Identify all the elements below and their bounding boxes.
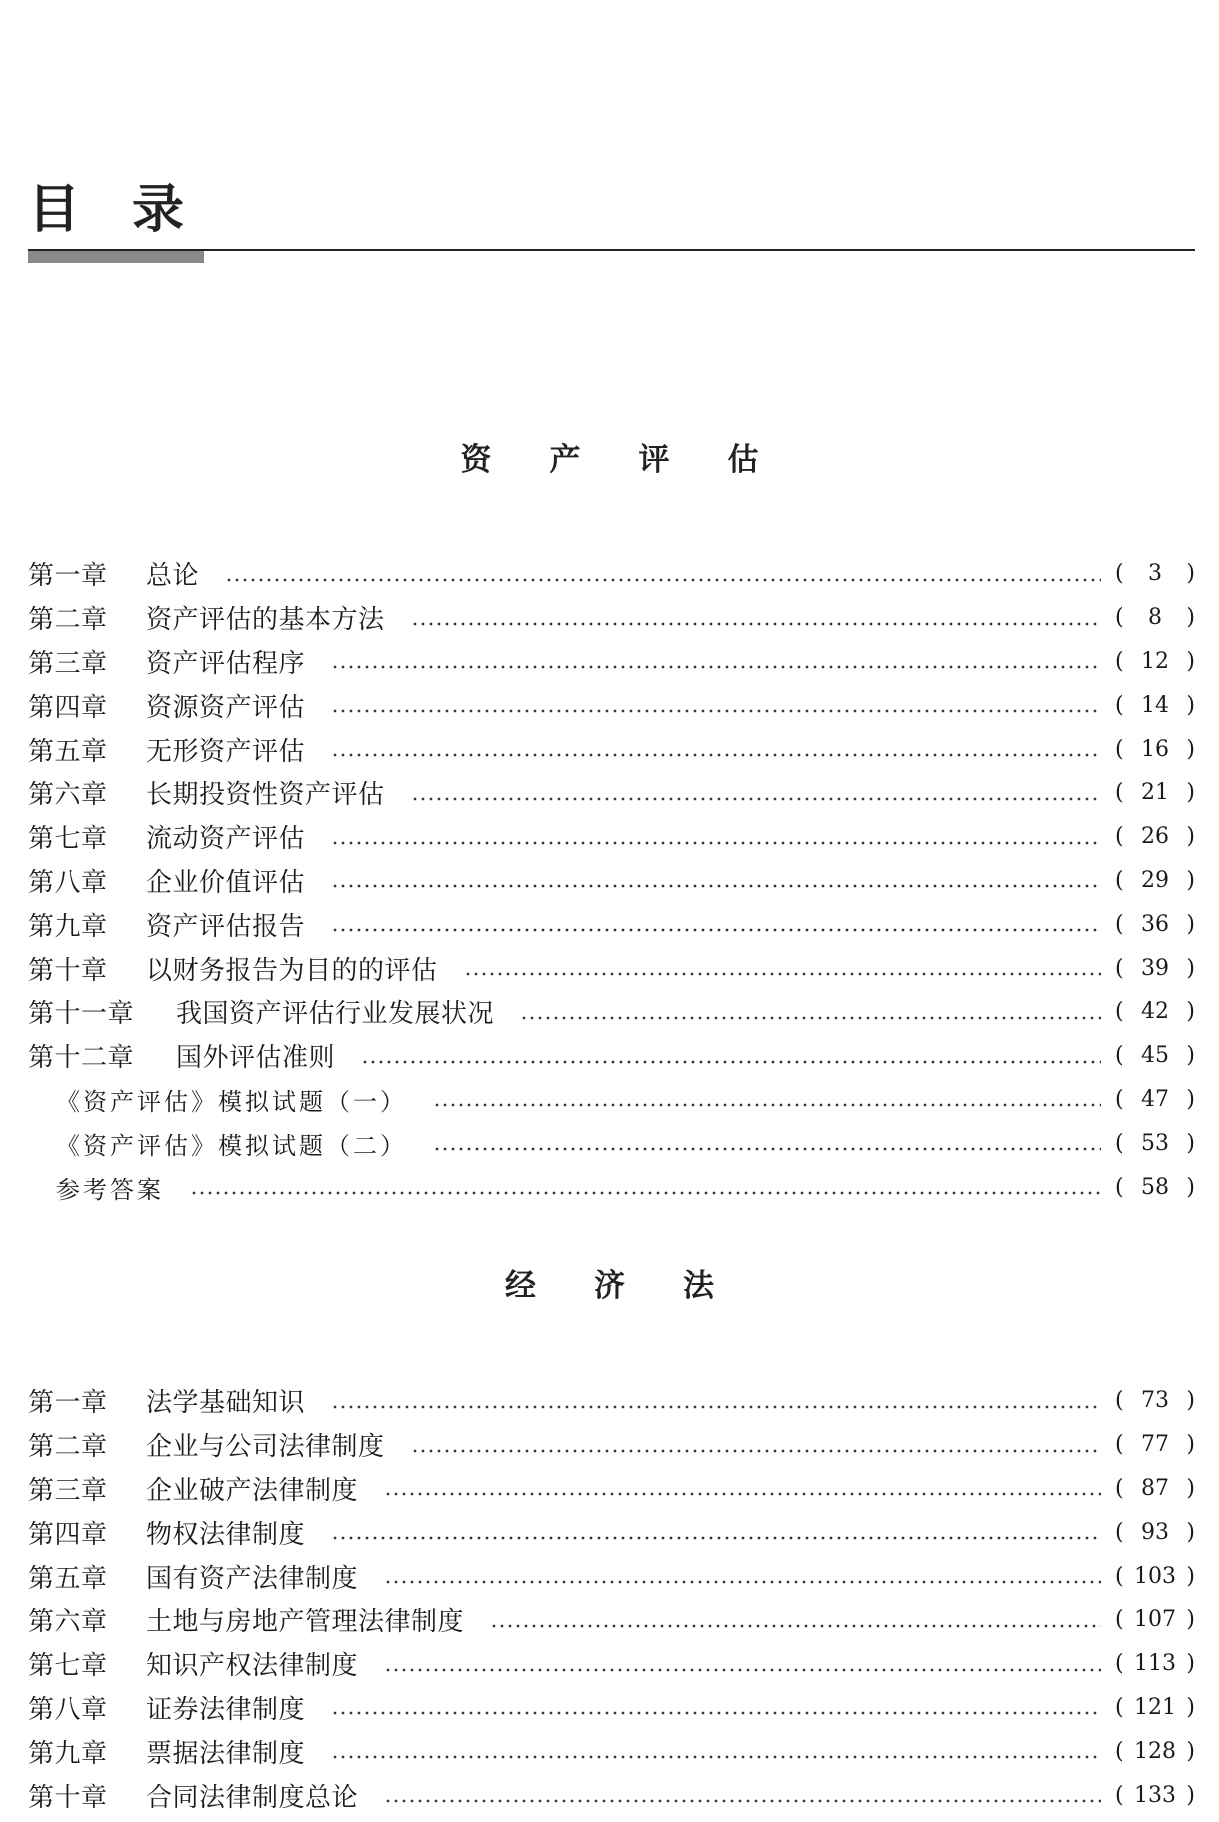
dot-leader — [331, 1519, 1101, 1545]
chapter-title: 国有资产法律制度 — [146, 1563, 359, 1594]
page-number: ( 77 ) — [1115, 1432, 1195, 1458]
chapter-title: 企业与公司法律制度 — [146, 1432, 385, 1463]
toc-entry[interactable] — [28, 552, 1195, 596]
entry-title: 参考答案 — [56, 1175, 164, 1204]
page-number: ( 58 ) — [1115, 1174, 1195, 1200]
chapter-number: 第四章 — [28, 692, 108, 723]
chapter-number: 第七章 — [28, 1651, 108, 1682]
dot-leader — [411, 780, 1101, 806]
chapter-title: 证券法律制度 — [146, 1694, 306, 1725]
chapter-number: 第六章 — [28, 780, 108, 811]
page-number: ( 47 ) — [1115, 1086, 1195, 1112]
chapter-title: 票据法律制度 — [146, 1738, 306, 1769]
chapter-title: 物权法律制度 — [146, 1519, 306, 1550]
chapter-title: 资产评估的基本方法 — [146, 605, 385, 636]
dot-leader — [331, 911, 1101, 937]
toc-entry[interactable] — [28, 727, 1195, 771]
dot-leader — [520, 999, 1101, 1025]
dot-leader — [384, 1563, 1101, 1589]
dot-leader — [384, 1651, 1101, 1677]
page-number: ( 39 ) — [1115, 955, 1195, 981]
dot-leader — [331, 1694, 1101, 1720]
chapter-title: 土地与房地产管理法律制度 — [146, 1607, 465, 1638]
page-number: ( 93 ) — [1115, 1519, 1195, 1545]
title-accent-bar — [28, 251, 204, 263]
dot-leader — [331, 736, 1101, 762]
toc-entry[interactable] — [28, 771, 1195, 815]
chapter-title: 资产评估程序 — [146, 648, 306, 679]
chapter-number: 第六章 — [28, 1607, 108, 1638]
chapter-number: 第八章 — [28, 1694, 108, 1725]
toc-entry[interactable] — [28, 596, 1195, 640]
toc-entry[interactable] — [28, 902, 1195, 946]
page-number: ( 103 ) — [1115, 1563, 1195, 1589]
page-number: ( 16 ) — [1115, 736, 1195, 762]
section-heading-text: 资产评估 — [460, 442, 817, 478]
chapter-number: 第五章 — [28, 736, 108, 767]
toc-entry[interactable] — [28, 946, 1195, 990]
page-number: ( 133 ) — [1115, 1782, 1195, 1808]
toc-entry[interactable] — [28, 1554, 1195, 1598]
section-heading-text: 经济法 — [505, 1268, 772, 1304]
chapter-number: 第八章 — [28, 867, 108, 898]
page-number: ( 45 ) — [1115, 1043, 1195, 1069]
chapter-number: 第三章 — [28, 648, 108, 679]
toc-entry[interactable] — [28, 683, 1195, 727]
chapter-title: 我国资产评估行业发展状况 — [176, 999, 495, 1030]
dot-leader — [433, 1086, 1101, 1112]
entry-title: 《资产评估》模拟试题（二） — [56, 1131, 407, 1160]
chapter-title: 合同法律制度总论 — [146, 1782, 359, 1813]
toc-entry-exam[interactable] — [28, 1078, 1195, 1122]
dot-leader — [464, 955, 1101, 981]
toc-entry[interactable] — [28, 815, 1195, 859]
toc-entry[interactable] — [28, 1598, 1195, 1642]
page-title: 目录 — [28, 180, 237, 240]
dot-leader — [331, 1388, 1101, 1414]
page-number: ( 128 ) — [1115, 1738, 1195, 1764]
toc-list-law — [28, 1379, 1195, 1817]
dot-leader — [411, 605, 1101, 631]
dot-leader — [331, 692, 1101, 718]
chapter-title: 资产评估报告 — [146, 911, 306, 942]
page-number: ( 36 ) — [1115, 911, 1195, 937]
dot-leader — [331, 824, 1101, 850]
section-heading-law — [0, 1266, 1219, 1306]
toc-entry[interactable] — [28, 990, 1195, 1034]
section-heading-assets — [0, 440, 1219, 480]
chapter-number: 第二章 — [28, 605, 108, 636]
page-number: ( 8 ) — [1115, 605, 1195, 631]
chapter-number: 第五章 — [28, 1563, 108, 1594]
chapter-title: 无形资产评估 — [146, 736, 306, 767]
chapter-number: 第九章 — [28, 911, 108, 942]
page-number: ( 14 ) — [1115, 692, 1195, 718]
toc-list-assets — [28, 552, 1195, 1209]
toc-entry[interactable] — [28, 640, 1195, 684]
dot-leader — [384, 1782, 1101, 1808]
toc-entry[interactable] — [28, 1423, 1195, 1467]
chapter-title: 流动资产评估 — [146, 824, 306, 855]
page-number: ( 12 ) — [1115, 648, 1195, 674]
page-number: ( 107 ) — [1115, 1607, 1195, 1633]
dot-leader — [361, 1043, 1101, 1069]
chapter-number: 第一章 — [28, 561, 108, 592]
dot-leader — [331, 1738, 1101, 1764]
chapter-title: 总论 — [146, 561, 200, 592]
toc-entry[interactable] — [28, 1034, 1195, 1078]
toc-entry[interactable] — [28, 859, 1195, 903]
chapter-title: 国外评估准则 — [176, 1043, 336, 1074]
toc-entry[interactable] — [28, 1729, 1195, 1773]
page-number: ( 3 ) — [1115, 561, 1195, 587]
chapter-title: 知识产权法律制度 — [146, 1651, 359, 1682]
chapter-number: 第七章 — [28, 824, 108, 855]
chapter-number: 第十章 — [28, 955, 108, 986]
page-number: ( 53 ) — [1115, 1130, 1195, 1156]
chapter-number: 第二章 — [28, 1432, 108, 1463]
toc-entry[interactable] — [28, 1686, 1195, 1730]
dot-leader — [190, 1174, 1101, 1200]
dot-leader — [433, 1130, 1101, 1156]
toc-entry-answers[interactable] — [28, 1165, 1195, 1209]
page-number: ( 42 ) — [1115, 999, 1195, 1025]
page-number: ( 113 ) — [1115, 1651, 1195, 1677]
page-number: ( 26 ) — [1115, 824, 1195, 850]
chapter-number: 第十一章 — [28, 999, 135, 1030]
chapter-title: 法学基础知识 — [146, 1388, 306, 1419]
chapter-number: 第十二章 — [28, 1043, 135, 1074]
chapter-title: 以财务报告为目的的评估 — [146, 955, 438, 986]
toc-entry-exam[interactable] — [28, 1121, 1195, 1165]
page-number: ( 29 ) — [1115, 867, 1195, 893]
dot-leader — [331, 867, 1101, 893]
page-number: ( 121 ) — [1115, 1694, 1195, 1720]
toc-entry[interactable] — [28, 1773, 1195, 1817]
dot-leader — [384, 1475, 1101, 1501]
chapter-title: 企业破产法律制度 — [146, 1475, 359, 1506]
dot-leader — [331, 648, 1101, 674]
chapter-title: 长期投资性资产评估 — [146, 780, 385, 811]
chapter-title: 资源资产评估 — [146, 692, 306, 723]
toc-entry[interactable] — [28, 1510, 1195, 1554]
entry-title: 《资产评估》模拟试题（一） — [56, 1087, 407, 1116]
chapter-number: 第十章 — [28, 1782, 108, 1813]
chapter-number: 第四章 — [28, 1519, 108, 1550]
chapter-number: 第三章 — [28, 1475, 108, 1506]
dot-leader — [490, 1607, 1101, 1633]
dot-leader — [225, 561, 1101, 587]
page-number: ( 73 ) — [1115, 1388, 1195, 1414]
chapter-number: 第九章 — [28, 1738, 108, 1769]
chapter-title: 企业价值评估 — [146, 867, 306, 898]
page-number: ( 21 ) — [1115, 780, 1195, 806]
chapter-number: 第一章 — [28, 1388, 108, 1419]
toc-entry[interactable] — [28, 1642, 1195, 1686]
dot-leader — [411, 1432, 1101, 1458]
page-number: ( 87 ) — [1115, 1475, 1195, 1501]
toc-entry[interactable] — [28, 1379, 1195, 1423]
toc-entry[interactable] — [28, 1467, 1195, 1511]
